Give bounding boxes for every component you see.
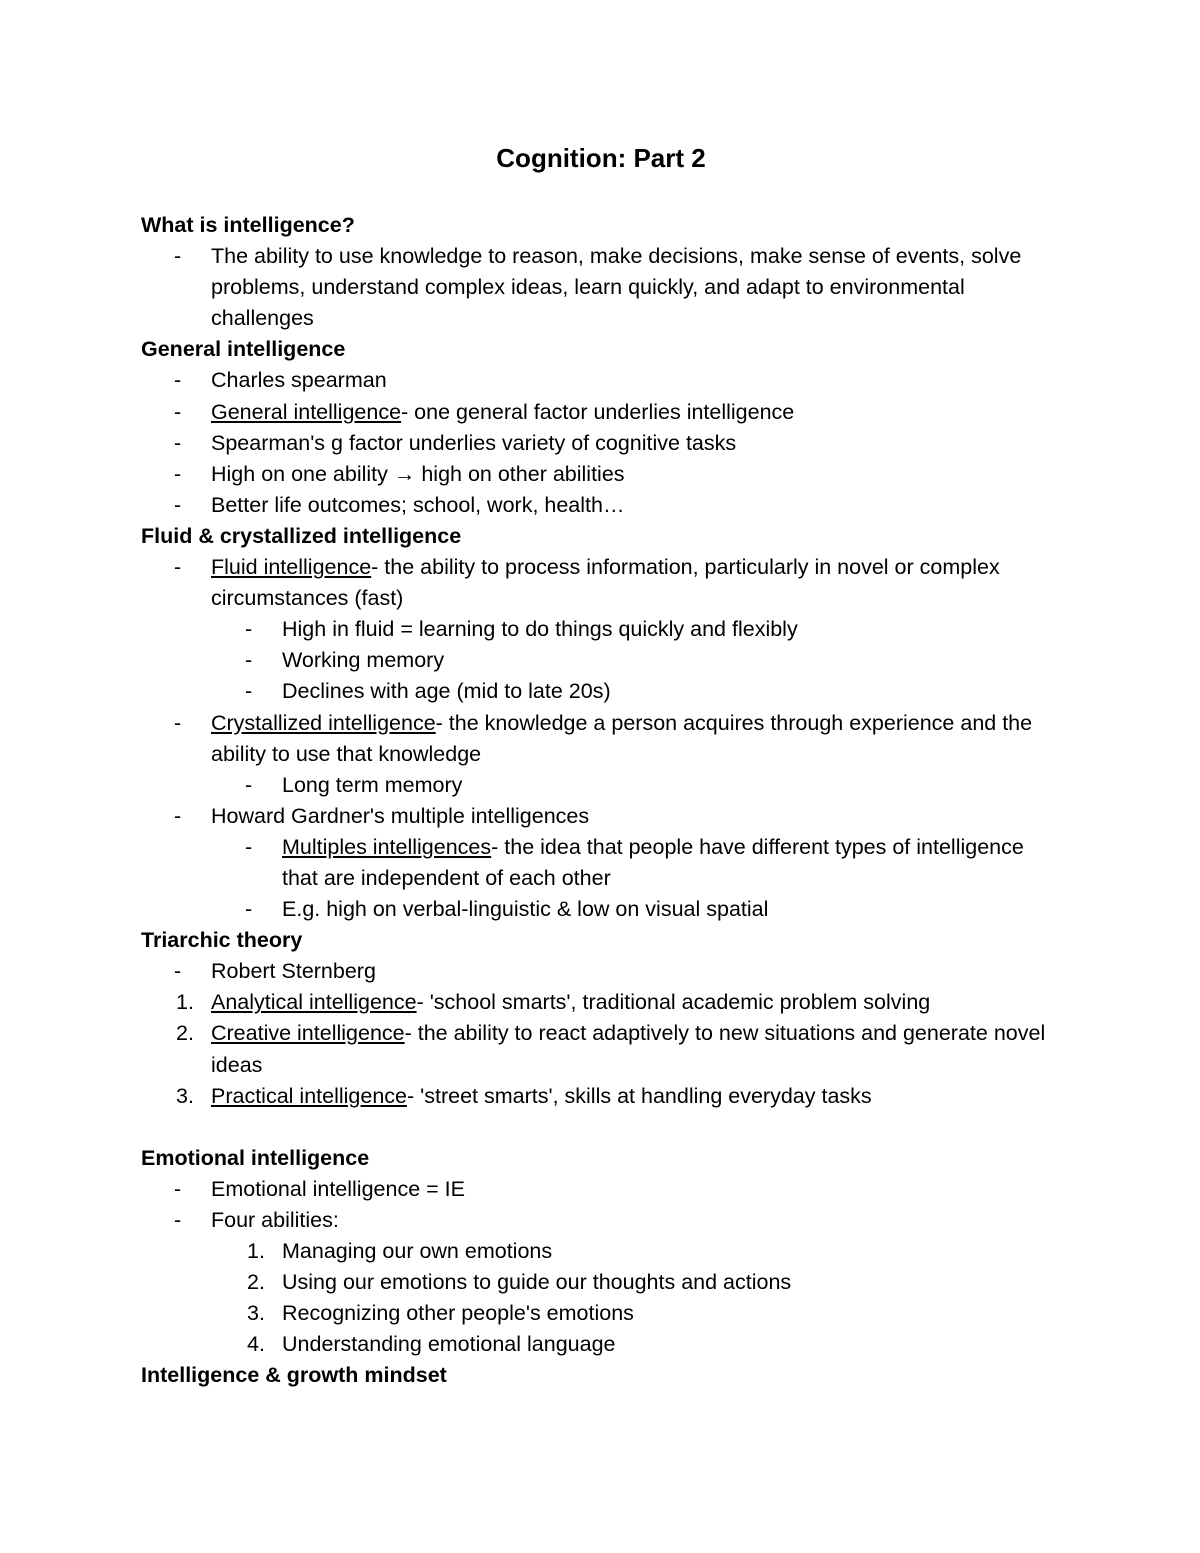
item-text: Declines with age (mid to late 20s)	[282, 679, 611, 704]
sub-list-item	[141, 894, 1061, 925]
bullet-dash: -	[174, 461, 182, 486]
list-item	[141, 1174, 1061, 1205]
underlined-term: Fluid intelligence	[211, 555, 372, 580]
sub-list-item	[141, 614, 1061, 645]
list-item	[141, 1205, 1061, 1236]
bullet-dash: -	[174, 368, 182, 393]
item-text: Spearman's g factor underlies variety of cognitive tasks	[211, 430, 737, 455]
item-text: High in fluid = learning to do things quickly and flexibly	[282, 617, 798, 642]
item-text: High on one ability → high on other abilities	[211, 461, 625, 486]
list-item	[141, 365, 1061, 396]
bullet-dash: -	[174, 710, 182, 735]
item-text: Using our emotions to guide our thoughts and actions	[282, 1270, 792, 1295]
bullet-dash: -	[245, 897, 253, 922]
list-number: 1.	[176, 990, 194, 1015]
list-number: 4.	[247, 1332, 265, 1357]
bullet-dash: -	[174, 244, 182, 269]
bullet-dash: -	[174, 430, 182, 455]
underlined-term: Crystallized intelligence	[211, 710, 436, 735]
numbered-sub-item	[141, 1329, 1061, 1360]
bullet-dash: -	[174, 492, 182, 517]
numbered-item	[141, 1018, 1061, 1080]
sub-list-item	[141, 770, 1061, 801]
bullet-dash: -	[174, 1208, 182, 1232]
section-heading-what-is-intelligence: What is intelligence?	[141, 213, 355, 237]
numbered-sub-item	[141, 1298, 1061, 1329]
list-number: 2.	[247, 1270, 265, 1295]
bullet-dash: -	[174, 803, 182, 828]
section-heading-emotional-intelligence: Emotional intelligence	[141, 1145, 370, 1170]
document-page	[141, 138, 1061, 1392]
numbered-sub-item	[141, 1267, 1061, 1298]
item-text: E.g. high on verbal-linguistic & low on visual spatial	[282, 897, 769, 922]
item-text: - the ability to process information, particularly in novel or complex circumstances (fast)	[211, 555, 1000, 611]
item-text: Long term memory	[282, 772, 463, 797]
item-text: Four abilities:	[211, 1208, 339, 1232]
list-item	[141, 428, 1061, 459]
item-text: Charles spearman	[211, 368, 387, 393]
list-item	[141, 708, 1061, 770]
bullet-dash: -	[174, 399, 182, 424]
item-text: Recognizing other people's emotions	[282, 1301, 634, 1326]
list-item	[141, 397, 1061, 428]
item-text: The ability to use knowledge to reason, make decisions, make sense of events, solve problems, understand complex ideas, learn quickly, and adapt to environmental challenges	[211, 244, 1022, 331]
list-item	[141, 241, 1061, 334]
item-text: Emotional intelligence = IE	[211, 1176, 465, 1201]
list-item	[141, 801, 1061, 832]
item-text: Understanding emotional language	[282, 1332, 616, 1357]
item-text: Better life outcomes; school, work, health…	[211, 492, 625, 517]
bullet-dash: -	[174, 959, 182, 984]
list-item	[141, 956, 1061, 987]
item-text: Managing our own emotions	[282, 1239, 553, 1264]
underlined-term: Multiples intelligences	[282, 834, 492, 859]
section-heading-triarchic-theory: Triarchic theory	[141, 928, 303, 953]
item-text: Robert Sternberg	[211, 959, 376, 984]
sub-list-item	[141, 645, 1061, 676]
list-number: 3.	[176, 1083, 194, 1108]
numbered-item	[141, 1081, 1061, 1112]
section-heading-growth-mindset: Intelligence & growth mindset	[141, 1363, 447, 1388]
underlined-term: General intelligence	[211, 399, 402, 424]
bullet-dash: -	[245, 772, 253, 797]
bullet-dash: -	[245, 648, 253, 673]
item-text: - one general factor underlies intelligence	[401, 399, 795, 424]
list-item	[141, 490, 1061, 521]
list-item	[141, 459, 1061, 490]
underlined-term: Creative intelligence	[211, 1021, 405, 1046]
underlined-term: Practical intelligence	[211, 1083, 407, 1108]
bullet-dash: -	[174, 1176, 182, 1201]
section-heading-general-intelligence: General intelligence	[141, 337, 346, 362]
item-text: - the knowledge a person acquires through experience and the ability to use that knowledge	[211, 710, 1033, 766]
underlined-term: Analytical intelligence	[211, 990, 417, 1015]
item-text: - the ability to react adaptively to new situations and generate novel ideas	[211, 1021, 1046, 1077]
document-title: Cognition: Part 2	[496, 143, 706, 173]
bullet-dash: -	[245, 834, 253, 859]
item-text: Working memory	[282, 648, 445, 673]
item-text: - the idea that people have different types of intelligence that are independent of each other	[282, 834, 1024, 890]
bullet-dash: -	[174, 555, 182, 580]
numbered-sub-item	[141, 1236, 1061, 1267]
list-item	[141, 552, 1061, 614]
sub-list-item	[141, 832, 1061, 894]
section-heading-fluid-crystallized: Fluid & crystallized intelligence	[141, 523, 462, 548]
bullet-dash: -	[245, 679, 253, 704]
numbered-item	[141, 987, 1061, 1018]
list-number: 3.	[247, 1301, 265, 1326]
bullet-dash: -	[245, 617, 253, 642]
list-number: 2.	[176, 1021, 194, 1046]
list-number: 1.	[247, 1239, 265, 1264]
item-text: - 'school smarts', traditional academic problem solving	[416, 990, 931, 1015]
item-text: - 'street smarts', skills at handling everyday tasks	[407, 1083, 872, 1108]
item-text: Howard Gardner's multiple intelligences	[211, 803, 590, 828]
sub-list-item	[141, 676, 1061, 707]
